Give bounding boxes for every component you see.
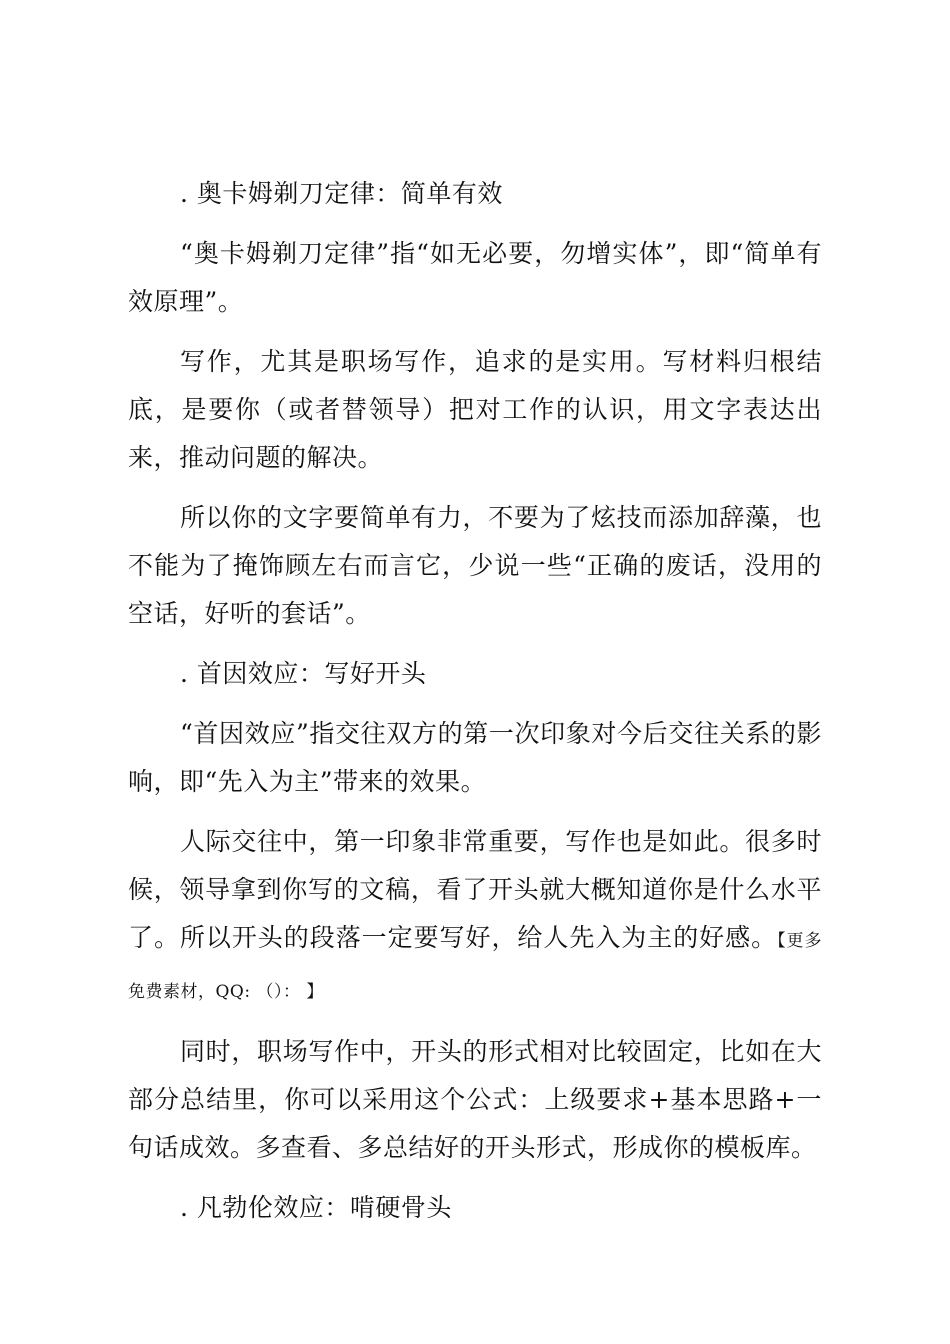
document-body — [128, 170, 822, 1244]
paragraph-occam-advice: 所以你的文字要简单有力，不要为了炫技而添加辞藻，也不能为了掩饰顾左右而言它，少说一些“正确的废话，没用的空话，好听的套话”。 — [128, 503, 822, 628]
section-heading-primacy: . 首因效应：写好开头 — [180, 659, 427, 688]
paragraph-primacy-formula: 同时，职场写作中，开头的形式相对比较固定，比如在大部分总结里，你可以采用这个公式：上级要求+基本思路+一句话成效。多查看、多总结好的开头形式，形成你的模板库。 — [128, 1037, 822, 1162]
paragraph-primacy-text: 人际交往中，第一印象非常重要，写作也是如此。很多时候，领导拿到你写的文稿，看了开头就大概知道你是什么水平了。所以开头的段落一定要写好，给人先入为主的好感。 — [128, 827, 822, 952]
paragraph-occam-writing: 写作，尤其是职场写作，追求的是实用。写材料归根结底，是要你（或者替领导）把对工作的认识，用文字表达出来，推动问题的解决。 — [128, 347, 822, 472]
section-heading-occam: . 奥卡姆剃刀定律：简单有效 — [180, 179, 503, 208]
paragraph-occam-definition: “奥卡姆剃刀定律”指“如无必要，勿增实体”，即“简单有效原理”。 — [128, 239, 822, 316]
paragraph-primacy-first-impression — [128, 818, 822, 1016]
promo-note: 【更多免费素材，QQ: （）： 】 — [128, 931, 822, 1002]
section-heading-veblen: . 凡勃伦效应：啃硬骨头 — [180, 1193, 452, 1222]
paragraph-primacy-definition: “首因效应”指交往双方的第一次印象对今后交往关系的影响，即“先入为主”带来的效果。 — [128, 719, 822, 796]
